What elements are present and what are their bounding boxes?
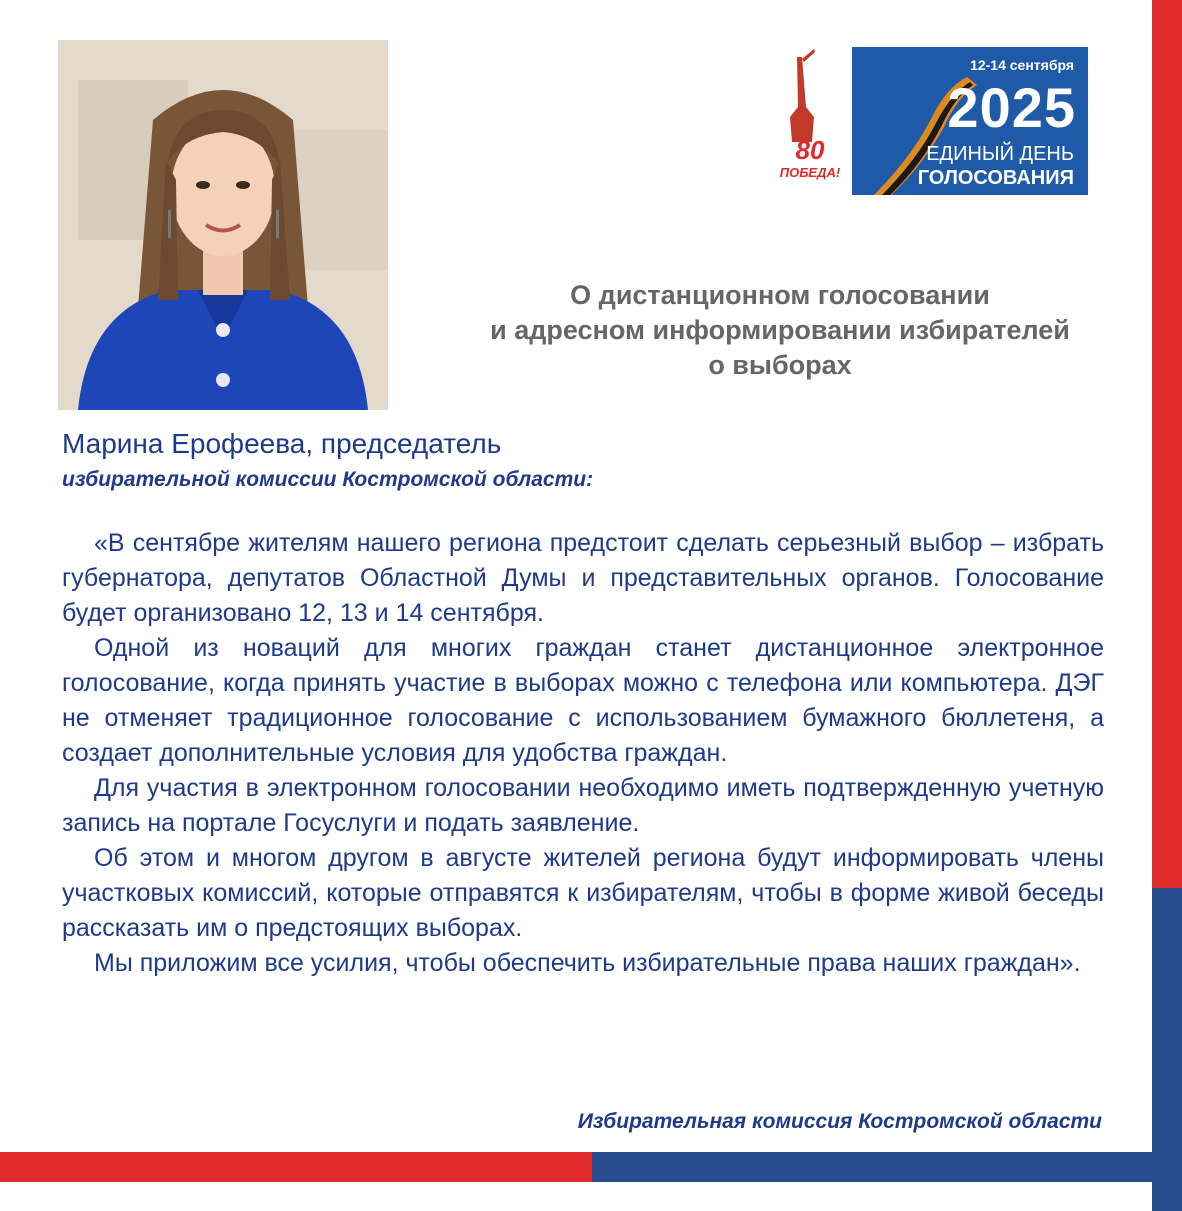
topic-line: о выборах <box>708 350 852 380</box>
election-year: 2025 <box>947 76 1076 139</box>
quote-paragraph: «В сентябре жителям нашего региона предстоит сделать серьезный выбор – избрать губернатора, депутатов Областной Думы и представительных органов. Голосование будет организовано 12, 13 и 14 сентября. <box>62 529 1104 627</box>
quote-paragraph: Одной из новаций для многих граждан станет дистанционное электронное голосование, когда принять участие в выборах можно с телефона или компьютера. ДЭГ не отменяет традиционное голосование с использованием бумажного бюллетеня, а создает дополнительные условия для удобства граждан. <box>62 634 1104 767</box>
quote-paragraph: Мы приложим все усилия, чтобы обеспечить избирательные права наших граждан». <box>94 949 1081 977</box>
speaker-photo <box>58 40 388 410</box>
speaker-role: избирательной комиссии Костромской области: <box>62 468 594 491</box>
speaker-name: Марина Ерофеева, председатель <box>62 428 502 459</box>
topic-line: и адресном информировании избирателей <box>490 315 1070 345</box>
quote-paragraph: Об этом и многом другом в августе жителей региона будут информировать члены участковых комиссий, которые отправятся к избирателям, чтобы в форме живой беседы рассказать им о предстоящих выборах. <box>62 844 1104 942</box>
portrait-illustration <box>58 40 388 410</box>
bottom-red-stripe <box>0 1152 592 1182</box>
election-dates: 12-14 сентября <box>970 57 1074 73</box>
victory-number: 80 <box>795 135 825 165</box>
quote-text <box>62 526 1104 981</box>
election-day-logo <box>760 45 1090 197</box>
bottom-blue-stripe <box>592 1152 1152 1182</box>
signature: Избирательная комиссия Костромской области <box>577 1110 1102 1133</box>
quote-paragraph: Для участия в электронном голосовании необходимо иметь подтвержденную учетную запись на портале Госуслуги и подать заявление. <box>62 774 1104 837</box>
single-day-label: ЕДИНЫЙ ДЕНЬ <box>926 143 1074 165</box>
voting-label: ГОЛОСОВАНИЯ <box>917 167 1074 189</box>
topic-line: О дистанционном голосовании <box>570 280 990 310</box>
victory-word: ПОБЕДА! <box>779 165 841 180</box>
right-blue-stripe <box>1152 888 1182 1211</box>
right-red-stripe <box>1152 0 1182 888</box>
topic-title <box>440 278 1120 383</box>
